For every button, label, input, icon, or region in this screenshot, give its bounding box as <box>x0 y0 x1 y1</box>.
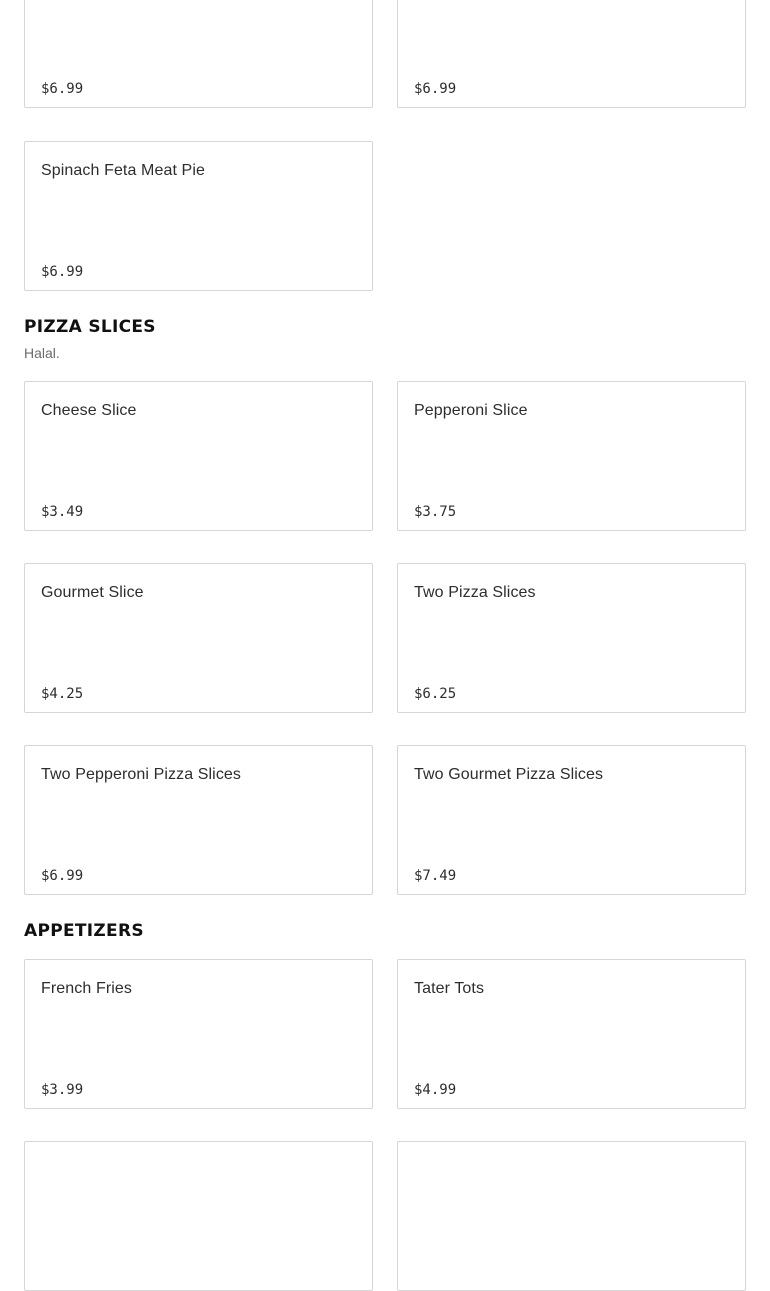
menu-item-card[interactable] <box>24 563 373 713</box>
menu-item-name: Two Pizza Slices <box>414 584 536 601</box>
menu-item-card[interactable] <box>397 959 746 1109</box>
menu-item-price: $6.99 <box>41 264 84 280</box>
menu-item-price: $6.99 <box>414 81 457 97</box>
menu-item-price: $7.49 <box>414 868 457 884</box>
menu-item-price: $4.99 <box>414 1082 457 1098</box>
menu-item-name: Gourmet Slice <box>41 584 144 601</box>
menu-item-name: Spinach Feta Meat Pie <box>41 162 205 179</box>
menu-item-price: $4.25 <box>41 686 84 702</box>
menu-item-card[interactable] <box>397 563 746 713</box>
section-title: APPETIZERS <box>24 921 144 941</box>
menu-item-card[interactable] <box>24 745 373 895</box>
menu-item-card[interactable] <box>24 1141 373 1291</box>
menu-item-price: $6.99 <box>41 868 84 884</box>
menu-item-name: Two Gourmet Pizza Slices <box>414 766 604 783</box>
menu-item-name: French Fries <box>41 980 132 997</box>
menu-item-name: Pepperoni Slice <box>414 402 528 419</box>
menu-item-card[interactable] <box>24 141 373 291</box>
section-title: PIZZA SLICES <box>24 317 156 337</box>
menu-item-price: $3.99 <box>41 1082 84 1098</box>
menu-item-card[interactable] <box>397 0 746 108</box>
menu-item-price: $6.25 <box>414 686 457 702</box>
menu-item-price: $3.75 <box>414 504 457 520</box>
menu-item-price: $6.99 <box>41 81 84 97</box>
menu-item-card[interactable] <box>24 959 373 1109</box>
menu-item-name: Two Pepperoni Pizza Slices <box>41 766 242 783</box>
menu-item-card[interactable] <box>24 381 373 531</box>
menu-item-card[interactable] <box>24 0 373 108</box>
section-subtitle: Halal. <box>24 345 60 361</box>
menu-item-card[interactable] <box>397 381 746 531</box>
menu-item-name: Cheese Slice <box>41 402 137 419</box>
menu-item-card[interactable] <box>397 1141 746 1291</box>
menu-item-card[interactable] <box>397 745 746 895</box>
menu-item-name: Tater Tots <box>414 980 485 997</box>
menu-item-price: $3.49 <box>41 504 84 520</box>
